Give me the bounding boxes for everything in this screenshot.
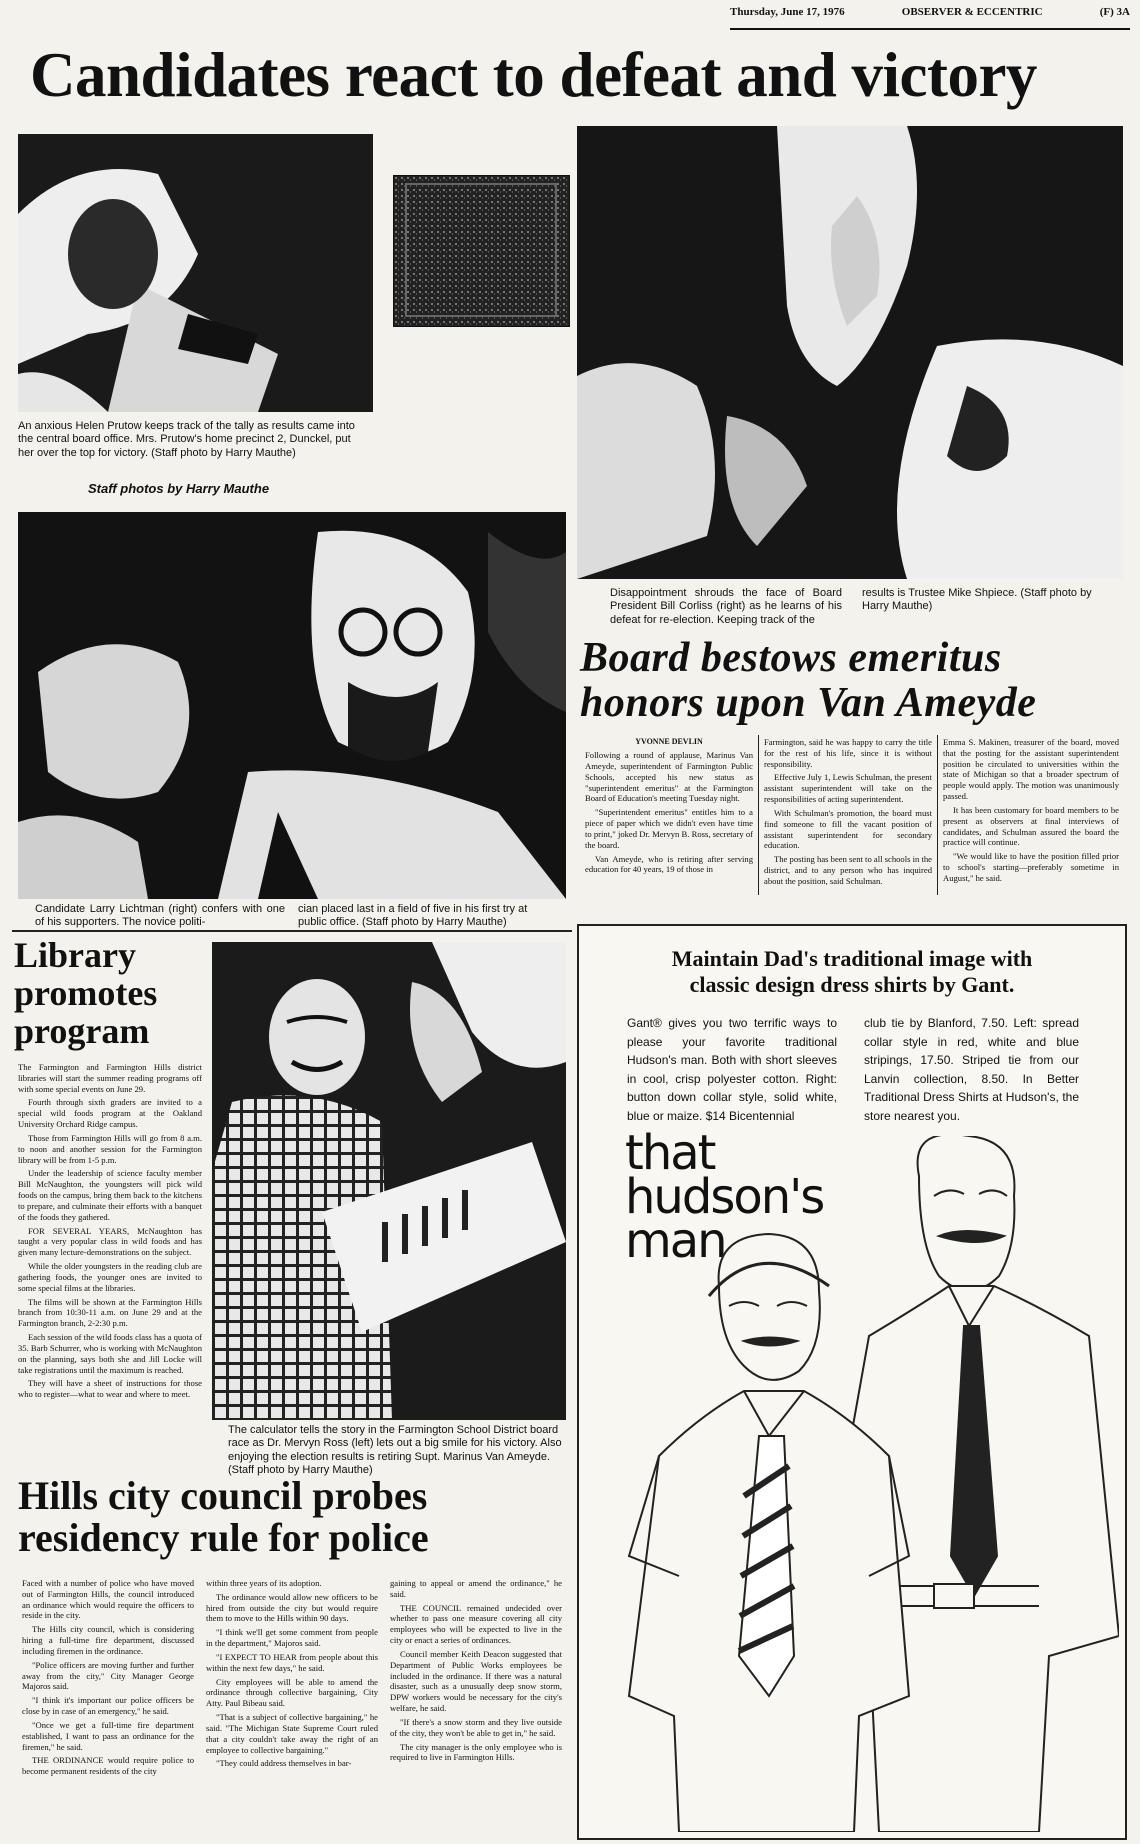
gant-advertisement bbox=[577, 924, 1127, 1840]
emeritus-col2-p2: Effective July 1, Lewis Schulman, the present assistant superintendent will take on the responsibilities of acting superintendent. bbox=[764, 772, 932, 805]
council-headline-line1: Hills city council probes bbox=[18, 1473, 428, 1518]
emeritus-col3 bbox=[943, 737, 1119, 895]
library-p4: Under the leadership of science faculty member Bill McNaughton, the youngsters will pick wild foods on the campus, bring them back to the kitchens to prepare, and culminate their efforts with a banquet of the foods they gathered. bbox=[18, 1168, 202, 1222]
emeritus-col2-p3: With Schulman's promotion, the board must find someone to fill the vacant position of assistant superintendent for secondary education. bbox=[764, 807, 932, 851]
staff-photo-credit: Staff photos by Harry Mauthe bbox=[88, 481, 270, 496]
masthead-page: (F) 3A bbox=[1099, 6, 1130, 18]
emeritus-col1 bbox=[585, 737, 753, 895]
library-p8: Each session of the wild foods class has a quota of 35. Barb Schurrer, who is working with McNaughton on the planning, says both she and Jill Locke will take registrations until the maximum is reached. bbox=[18, 1332, 202, 1375]
emeritus-headline bbox=[580, 636, 1125, 725]
council-col1 bbox=[22, 1578, 194, 1840]
library-body bbox=[18, 1062, 202, 1460]
library-headline-line3: program bbox=[14, 1011, 150, 1052]
emeritus-byline: YVONNE DEVLIN bbox=[635, 737, 703, 746]
council-col1-p5: "Once we get a full-time fire department established, I want to pass an ordinance for the firemen," he said. bbox=[22, 1719, 194, 1752]
council-col2-p6: "That is a subject of collective bargaining," he said. "The Michigan State Supreme Court ruled that a city couldn't take away the right of an employee to collective bargaining." bbox=[206, 1712, 378, 1755]
ad-text-right: club tie by Blanford, 7.50. Left: spread collar style in red, white and blue stripings, 17.50. Striped tie from our Lanvin collection, 8.50. In Better Traditional Dress Shirts at Hudson's, the store nearest you. bbox=[864, 1016, 1079, 1123]
emeritus-col1-p3: Van Ameyde, who is retiring after serving education for 40 years, 19 of those in bbox=[585, 853, 753, 875]
masthead bbox=[730, 6, 1130, 30]
library-headline-line2: promotes bbox=[14, 973, 158, 1014]
masthead-date: Thursday, June 17, 1976 bbox=[730, 6, 845, 18]
photo-lichtman bbox=[18, 512, 566, 899]
photo-inset-image bbox=[394, 176, 569, 326]
library-p7: The films will be shown at the Farmington Hills branch from 10:30-11 a.m. on June 29 and at the Farmington branch, 2-2:30 p.m. bbox=[18, 1296, 202, 1329]
library-p2: Fourth through sixth graders are invited to a special wild foods program at the Oakland University Orchard Ridge campus. bbox=[18, 1097, 202, 1130]
council-col2-p3: "I think we'll get some comment from people in the department," Majoros said. bbox=[206, 1627, 378, 1649]
photo-ross-image bbox=[212, 942, 566, 1420]
council-col2 bbox=[206, 1578, 378, 1840]
photo-corliss bbox=[577, 126, 1123, 579]
ad-title bbox=[589, 946, 1115, 999]
emeritus-col3-p2: It has been customary for board members to be present as observers at final interviews of candidates, and Schulman assured the board the practice will continue. bbox=[943, 804, 1119, 848]
council-col3-p2: THE COUNCIL remained undecided over whether to pass one measure covering all city employees who will be expected to live in the city or enact a series of ordinances. bbox=[390, 1602, 562, 1646]
council-col1-p3: "Police officers are moving further and further away from the city," City Manager George Majoros said. bbox=[22, 1659, 194, 1692]
section-rule bbox=[12, 930, 572, 932]
photo-corliss-image bbox=[577, 126, 1123, 579]
library-p9: They will have a sheet of instructions for those who to register—what to wear and where to meet. bbox=[18, 1378, 202, 1400]
caption-lichtman-left: Candidate Larry Lichtman (right) confers with one of his supporters. The novice politi- bbox=[35, 903, 285, 929]
emeritus-col2-p4: The posting has been sent to all schools in the district, and to any person who has inquired about the position, said Schulman. bbox=[764, 854, 932, 886]
council-col2-p1: within three years of its adoption. bbox=[206, 1578, 322, 1588]
emeritus-col3-p3: "We would like to have the position filled prior to school's starting—preferably sometime in August," he said. bbox=[943, 851, 1119, 883]
caption-lichtman-right: cian placed last in a field of five in his first try at public office. (Staff photo by Harry Mauthe) bbox=[298, 903, 528, 929]
library-headline bbox=[14, 936, 204, 1050]
ad-illustration-two-men bbox=[619, 1136, 1119, 1832]
caption-corliss-left: Disappointment shrouds the face of Board President Bill Corliss (right) as he learns of his defeat for re-election. Keeping track of the bbox=[610, 587, 842, 626]
library-p1: The Farmington and Farmington Hills district libraries will start the summer reading programs off with some special events on June 29. bbox=[18, 1062, 202, 1094]
emeritus-col1-p2: "Superintendent emeritus" entitles him to a piece of paper which we didn't even have time to print," joked Dr. Mervyn B. Ross, secretary of the board. bbox=[585, 807, 753, 850]
emeritus-col2 bbox=[764, 737, 932, 895]
emeritus-headline-line1: Board bestows emeritus bbox=[580, 635, 1002, 681]
council-col2-p7: "They could address themselves in bar- bbox=[216, 1758, 352, 1769]
emeritus-col3-p1: Emma S. Makinen, treasurer of the board, moved that the posting for the assistant superintendent position be circulated to universities within the state of Michigan so that a broader spectrum of people would apply. The motion was unanimously passed. bbox=[943, 737, 1119, 802]
council-col3-p5: The city manager is the only employee who is required to live in Farmington Hills. bbox=[390, 1741, 562, 1763]
council-col2-p5: City employees will be able to amend the ordinance through collective bargaining, City Atty. Paul Bibeau said. bbox=[206, 1676, 378, 1709]
emeritus-col1-p1: Following a round of applause, Marinus Van Ameyde, superintendent of Farmington Public Schools, accepted his new status as "superintendent emeritus" at the Farmington Board of Education's meeting Tuesday night. bbox=[585, 750, 753, 804]
photo-inset bbox=[393, 175, 570, 327]
logo-line3: man bbox=[625, 1213, 726, 1270]
council-col2-p4: "I EXPECT TO HEAR from people about this within the next few days," he said. bbox=[206, 1651, 378, 1673]
council-col1-p4: "I think it's important our police officers be close by in case of an emergency," he said. bbox=[22, 1695, 194, 1717]
column-rule bbox=[937, 735, 938, 895]
council-col3-p3: Council member Keith Deacon suggested that Department of Public Works employees be included in the ordinance. If there was a natural disaster, such as a unusually deep snow storm, DPW workers would be necessary for the city's welfare, he said. bbox=[390, 1648, 562, 1714]
council-col2-p2: The ordinance would allow new officers to be hired from outside the city but would require them to move to the Hills within 90 days. bbox=[206, 1591, 378, 1624]
emeritus-headline-line2: honors upon Van Ameyde bbox=[580, 679, 1037, 726]
council-col3-p4: "If there's a snow storm and they live outside of the city, they won't be able to get in," he said. bbox=[390, 1716, 562, 1738]
council-col1-p2: The Hills city council, which is considering hiring a full-time fire department, discussed including firemen in the ordinance. bbox=[22, 1624, 194, 1656]
photo-prutow-image bbox=[18, 134, 373, 412]
library-p5: FOR SEVERAL YEARS, McNaughton has taught a very popular class in wild foods and has given many lecture-demonstrations on the subject. bbox=[18, 1225, 202, 1258]
library-p6: While the older youngsters in the reading club are gathering foods, the younger ones are invited to some special films at the libraries. bbox=[18, 1261, 202, 1293]
ad-title-line2: classic design dress shirts by Gant. bbox=[689, 972, 1015, 998]
council-col1-p1: Faced with a number of police who have moved out of Farmington Hills, the council introduced an ordinance which would require the officers to reside in the city. bbox=[22, 1578, 194, 1621]
caption-prutow: An anxious Helen Prutow keeps track of the tally as results came into the central board office. Mrs. Prutow's home precinct 2, Dunckel, put her over the top for victory. (Staff photo by Harry Mauthe) bbox=[18, 420, 355, 459]
council-headline bbox=[18, 1475, 568, 1560]
caption-ross: The calculator tells the story in the Farmington School District board race as Dr. Mervyn Ross (left) lets out a big smile for his victory. Also enjoying the election results is retiring Supt. Marinus Van Ameyde. (Staff photo by Harry Mauthe) bbox=[228, 1424, 562, 1477]
logo-line2: hudson's bbox=[625, 1169, 824, 1226]
logo-line1: that bbox=[625, 1125, 715, 1181]
caption-corliss-right: results is Trustee Mike Shpiece. (Staff photo by Harry Mauthe) bbox=[862, 587, 1092, 613]
photo-ross bbox=[212, 942, 566, 1420]
main-headline: Candidates react to defeat and victory bbox=[30, 40, 1037, 110]
photo-prutow bbox=[18, 134, 373, 412]
column-rule bbox=[758, 735, 759, 895]
library-headline-line1: Library bbox=[14, 935, 136, 975]
library-p3: Those from Farmington Hills will go from 8 a.m. to noon and another session for the Farmington library will be from 1-5 p.m. bbox=[18, 1132, 202, 1165]
ad-title-line1: Maintain Dad's traditional image with bbox=[671, 946, 1033, 971]
masthead-paper: OBSERVER & ECCENTRIC bbox=[901, 6, 1043, 18]
emeritus-col2-p1: Farmington, said he was happy to carry the title for the rest of his life, since it is without responsibility. bbox=[764, 737, 932, 769]
council-col3 bbox=[390, 1578, 562, 1840]
council-headline-line2: residency rule for police bbox=[18, 1515, 429, 1561]
council-col1-p6: THE ORDINANCE would require police to become permanent residents of the city bbox=[22, 1755, 194, 1777]
photo-lichtman-image bbox=[18, 512, 566, 899]
ad-text-left: Gant® gives you two terrific ways to please your favorite traditional Hudson's man. Both with short sleeves in cool, crisp polyester cotton. Right: button down collar style, solid white, blue or maize. $14 Bicentennial bbox=[627, 1016, 837, 1123]
council-col3-p1: gaining to appeal or amend the ordinance," he said. bbox=[390, 1578, 562, 1599]
